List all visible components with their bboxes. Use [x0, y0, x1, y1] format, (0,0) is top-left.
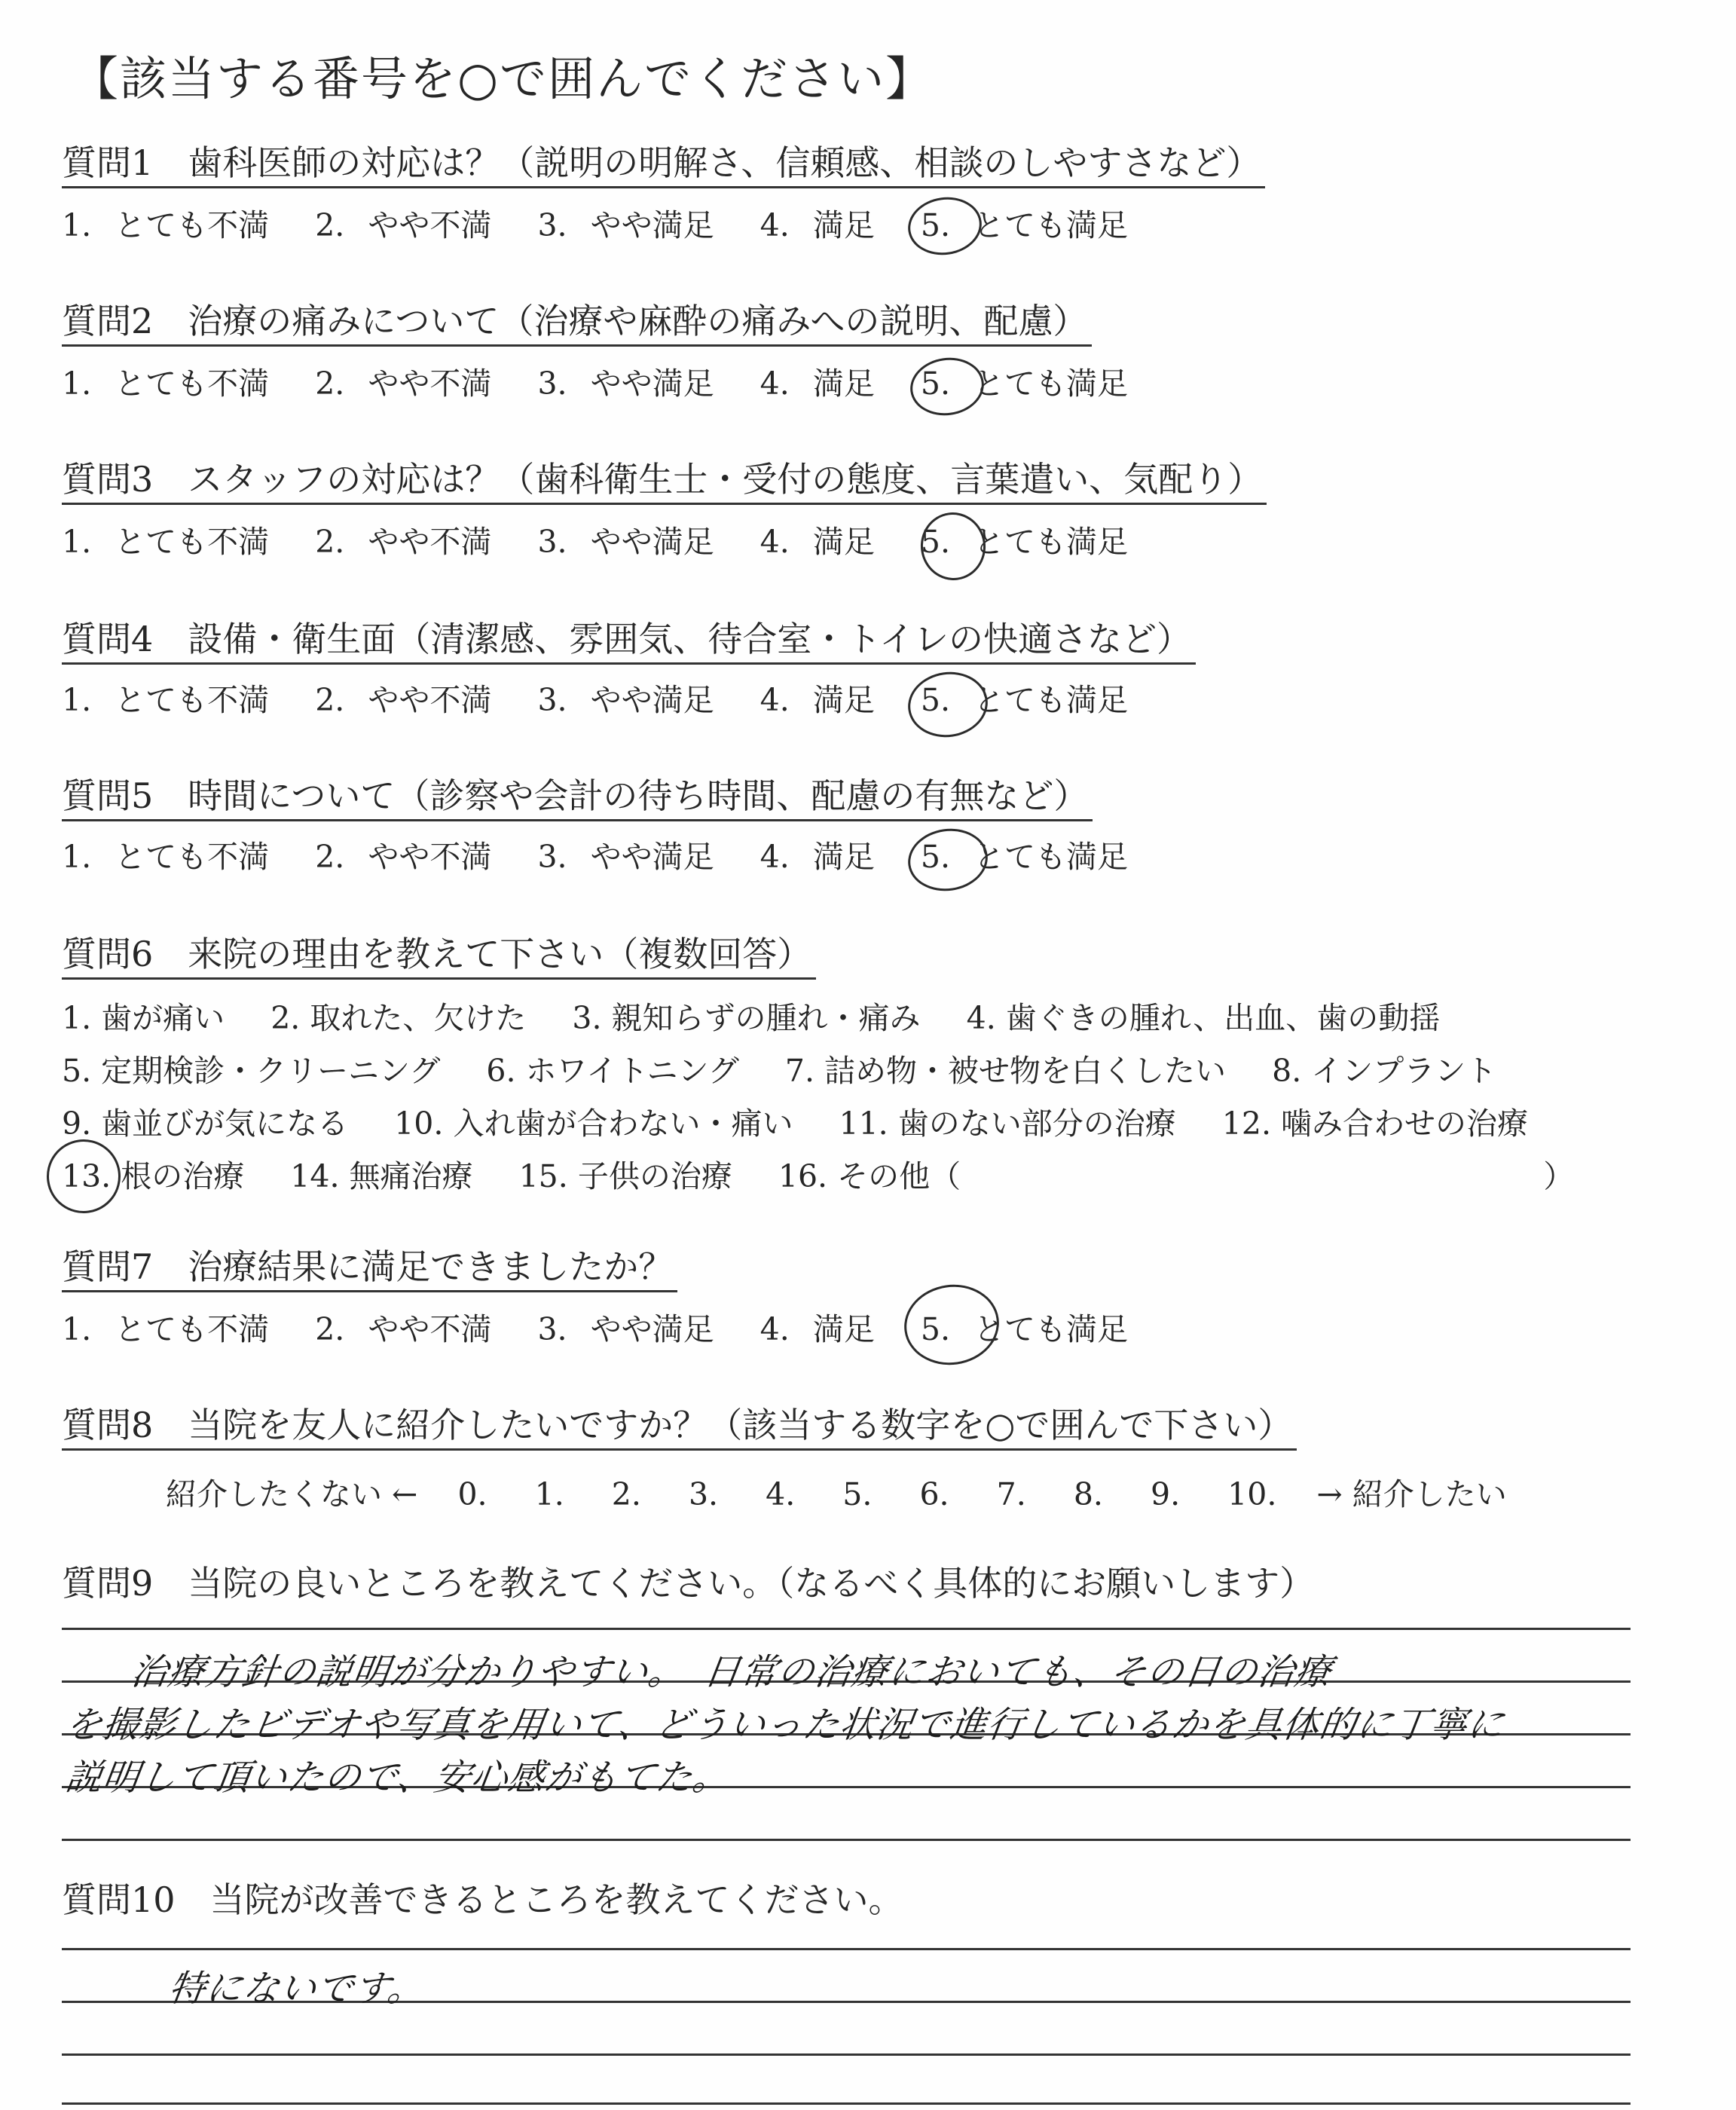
opt-3-num[interactable]: 3. [537, 365, 567, 402]
opt-2-label: やや不満 [368, 207, 492, 243]
opt-3-label: やや満足 [590, 682, 714, 718]
reason-option[interactable]: 2. 取れた、欠けた [270, 1000, 527, 1036]
selection-circle [899, 1279, 1004, 1372]
opt-2-label: やや不満 [368, 524, 492, 560]
nps-option[interactable]: 5. [842, 1476, 873, 1512]
opt-2-num[interactable]: 2. [315, 207, 345, 243]
opt-1-num[interactable]: 1. [62, 365, 92, 402]
reason-option[interactable]: 14. 無痛治療 [290, 1158, 473, 1194]
opt-4-label: 満足 [812, 839, 875, 875]
opt-4-label: 満足 [812, 365, 875, 402]
answer-line [62, 1948, 1631, 1950]
selection-circle [916, 508, 990, 584]
opt-1-label: とても不満 [115, 682, 270, 718]
opt-1-label: とても不満 [115, 365, 270, 402]
opt-4-num[interactable]: 4. [760, 1311, 790, 1347]
opt-4-label: 満足 [812, 1311, 875, 1347]
q6-row-1 [62, 993, 1440, 1038]
opt-4-num[interactable]: 4. [760, 207, 790, 243]
reason-option[interactable]: 6. ホワイトニング [486, 1053, 739, 1089]
opt-5-num[interactable]: 5. [920, 207, 950, 243]
nps-right-label: → 紹介したい [1316, 1476, 1507, 1512]
q6-row-3 [62, 1099, 1528, 1143]
opt-4-label: 満足 [812, 524, 875, 560]
opt-5-label: とても満足 [973, 365, 1129, 402]
opt-1-label: とても不満 [115, 524, 270, 560]
nps-scale [166, 1469, 1507, 1514]
question-8: 質問8 当院を友人に紹介したいですか？（該当する数字を○で囲んで下さい） [62, 1405, 1297, 1451]
opt-2-label: やや不満 [368, 1311, 492, 1347]
opt-3-num[interactable]: 3. [537, 839, 567, 875]
reason-option[interactable]: 13. 根の治療 [62, 1158, 245, 1194]
opt-3-label: やや満足 [590, 839, 714, 875]
reason-option[interactable]: 9. 歯並びが気になる [62, 1105, 349, 1142]
opt-5-label: とても満足 [973, 524, 1129, 560]
reason-option[interactable]: 10. 入れ歯が合わない・痛い [394, 1105, 793, 1142]
opt-3-num[interactable]: 3. [537, 524, 567, 560]
opt-1-label: とても不満 [115, 207, 270, 243]
question-5: 質問5 時間について（診察や会計の待ち時間、配慮の有無など） [62, 776, 1093, 821]
q6-row-2 [62, 1046, 1496, 1090]
nps-option[interactable]: 0. [457, 1476, 487, 1512]
question-7: 質問7 治療結果に満足できましたか？ [62, 1247, 677, 1292]
nps-option[interactable]: 9. [1150, 1476, 1181, 1512]
opt-1-num[interactable]: 1. [62, 524, 92, 560]
opt-4-num[interactable]: 4. [760, 365, 790, 402]
opt-1-num[interactable]: 1. [62, 839, 92, 875]
other-close-paren: ） [1543, 1158, 1575, 1194]
nps-option[interactable]: 3. [688, 1476, 719, 1512]
selection-circle [904, 193, 986, 260]
opt-4-num[interactable]: 4. [760, 682, 790, 718]
opt-2-num[interactable]: 2. [315, 682, 345, 718]
opt-5-label: とても満足 [973, 682, 1129, 718]
opt-1-num[interactable]: 1. [62, 1311, 92, 1347]
q6-row-4 [62, 1151, 1574, 1196]
opt-2-label: やや不満 [368, 365, 492, 402]
nps-option[interactable]: 2. [611, 1476, 641, 1512]
reason-option[interactable]: 5. 定期検診・クリーニング [62, 1053, 441, 1089]
opt-2-num[interactable]: 2. [315, 1311, 345, 1347]
reason-option[interactable]: 8. インプラント [1272, 1053, 1497, 1089]
question-3: 質問3 スタッフの対応は？（歯科衛生士・受付の態度、言葉遣い、気配り） [62, 460, 1267, 505]
reason-option[interactable]: 1. 歯が痛い [62, 1000, 225, 1036]
opt-4-label: 満足 [812, 207, 875, 243]
q9-handwritten-answer-line-1: 治療方針の説明が分かりやすい。 日常の治療においても、その日の治療 [128, 1651, 1335, 1693]
opt-3-num[interactable]: 3. [537, 207, 567, 243]
opt-1-num[interactable]: 1. [62, 682, 92, 718]
opt-3-label: やや満足 [590, 365, 714, 402]
opt-5-num[interactable]: 5. [920, 524, 950, 560]
answer-line [62, 2102, 1631, 2105]
nps-option[interactable]: 4. [766, 1476, 796, 1512]
opt-1-label: とても不満 [115, 839, 270, 875]
q10-handwritten-answer: 特にないです。 [166, 1968, 428, 2010]
page-title: 【該当する番号を○で囲んでください】 [72, 51, 934, 106]
reason-option[interactable]: 4. 歯ぐきの腫れ、出血、歯の動揺 [966, 1000, 1441, 1036]
reason-option[interactable]: 16. その他（ [778, 1158, 961, 1194]
selection-circle [904, 824, 992, 896]
question-6: 質問6 来院の理由を教えて下さい（複数回答） [62, 934, 816, 980]
opt-5-num[interactable]: 5. [920, 365, 950, 402]
question-10: 質問10 当院が改善できるところを教えてください。 [62, 1879, 903, 1920]
reason-option[interactable]: 12. 噛み合わせの治療 [1221, 1105, 1529, 1142]
selection-circle [42, 1135, 126, 1219]
opt-2-label: やや不満 [368, 839, 492, 875]
nps-left-label: 紹介したくない ← [166, 1476, 418, 1512]
question-9: 質問9 当院の良いところを教えてください。（なるべく具体的にお願いします） [62, 1563, 1315, 1604]
nps-option[interactable]: 8. [1073, 1476, 1103, 1512]
question-2: 質問2 治療の痛みについて（治療や麻酔の痛みへの説明、配慮） [62, 301, 1092, 347]
reason-option[interactable]: 7. 詰め物・被せ物を白くしたい [784, 1053, 1227, 1089]
reason-option[interactable]: 15. 子供の治療 [518, 1158, 732, 1194]
q9-handwritten-answer-line-3: 説明して頂いたので、安心感がもてた。 [63, 1757, 733, 1799]
opt-5-num[interactable]: 5. [920, 1311, 950, 1347]
opt-3-num[interactable]: 3. [537, 682, 567, 718]
nps-option[interactable]: 1. [534, 1476, 564, 1512]
opt-5-num[interactable]: 5. [920, 682, 950, 718]
opt-3-label: やや満足 [590, 524, 714, 560]
nps-option[interactable]: 6. [919, 1476, 949, 1512]
opt-4-num[interactable]: 4. [760, 524, 790, 560]
opt-2-label: やや不満 [368, 682, 492, 718]
question-4: 質問4 設備・衛生面（清潔感、雰囲気、待合室・トイレの快適さなど） [62, 619, 1196, 665]
opt-5-label: とても満足 [973, 839, 1129, 875]
reason-option[interactable]: 11. 歯のない部分の治療 [839, 1105, 1176, 1142]
q9-handwritten-answer-line-2: を撮影したビデオや写真を用いて、どういった状況で進行しているかを具体的に丁寧に [63, 1704, 1508, 1746]
opt-2-num[interactable]: 2. [315, 839, 345, 875]
opt-3-label: やや満足 [590, 1311, 714, 1347]
answer-line [62, 1839, 1631, 1841]
reason-option[interactable]: 3. 親知らずの腫れ・痛み [572, 1000, 921, 1036]
opt-5-label: とても満足 [973, 207, 1129, 243]
opt-5-label: とても満足 [973, 1311, 1129, 1347]
opt-4-num[interactable]: 4. [760, 839, 790, 875]
opt-3-num[interactable]: 3. [537, 1311, 567, 1347]
opt-1-num[interactable]: 1. [62, 207, 92, 243]
nps-option[interactable]: 7. [996, 1476, 1026, 1512]
nps-option[interactable]: 10. [1227, 1476, 1277, 1512]
opt-3-label: やや満足 [590, 207, 714, 243]
selection-circle [904, 667, 992, 742]
opt-2-num[interactable]: 2. [315, 524, 345, 560]
selection-circle [906, 353, 988, 420]
opt-4-label: 満足 [812, 682, 875, 718]
opt-5-num[interactable]: 5. [920, 839, 950, 875]
opt-2-num[interactable]: 2. [315, 365, 345, 402]
opt-1-label: とても不満 [115, 1311, 270, 1347]
answer-line [62, 2053, 1631, 2056]
question-1: 質問1 歯科医師の対応は？（説明の明解さ、信頼感、相談のしやすさなど） [62, 143, 1265, 188]
answer-line [62, 1628, 1631, 1630]
